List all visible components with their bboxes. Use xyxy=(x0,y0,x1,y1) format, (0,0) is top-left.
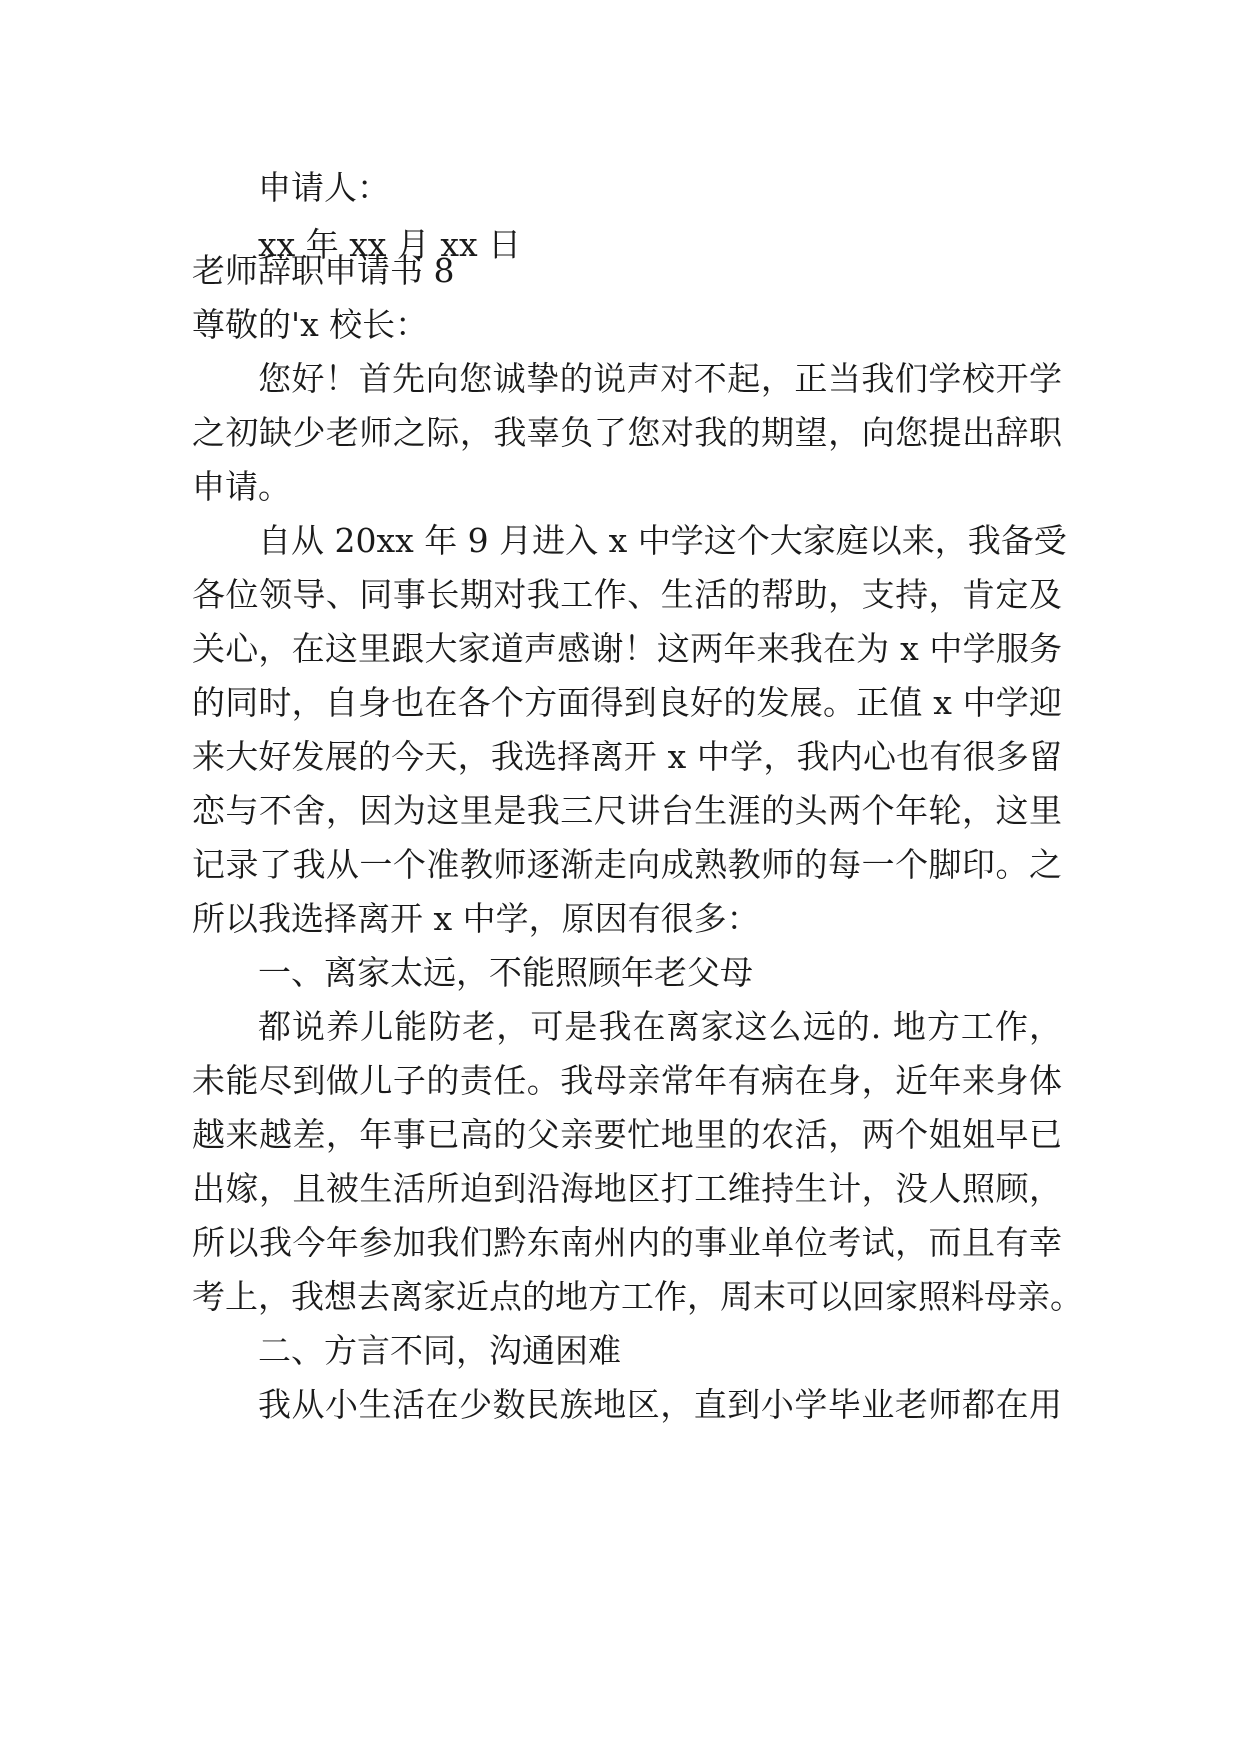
paragraph-line: 您好！首先向您诚挚的说声对不起，正当我们学校开学 xyxy=(258,359,1062,398)
applicant-label: 申请人： xyxy=(258,168,390,207)
paragraph-line: 所以我选择离开 x 中学，原因有很多： xyxy=(192,899,760,938)
paragraph-line: 所以我今年参加我们黔东南州内的事业单位考试，而且有幸 xyxy=(192,1223,1062,1262)
paragraph-line: 越来越差，年事已高的父亲要忙地里的农活，两个姐姐早已 xyxy=(192,1115,1062,1154)
paragraph-line: 恋与不舍，因为这里是我三尺讲台生涯的头两个年轮，这里 xyxy=(192,791,1062,830)
document-title: 老师辞职申请书 8 xyxy=(192,251,455,290)
paragraph-line: 自从 20xx 年 9 月进入 x 中学这个大家庭以来，我备受 xyxy=(258,521,1067,560)
paragraph-line: 记录了我从一个准教师逐渐走向成熟教师的每一个脚印。之 xyxy=(192,845,1062,884)
paragraph-line: 各位领导、同事长期对我工作、生活的帮助，支持，肯定及 xyxy=(192,575,1062,614)
paragraph-line: 来大好发展的今天，我选择离开 x 中学，我内心也有很多留 xyxy=(192,737,1062,776)
paragraph-line: 申请。 xyxy=(192,467,291,506)
paragraph-line: 关心，在这里跟大家道声感谢！这两年来我在为 x 中学服务 xyxy=(192,629,1062,668)
paragraph-line: 未能尽到做儿子的责任。我母亲常年有病在身，近年来身体 xyxy=(192,1061,1062,1100)
paragraph-line: 出嫁，且被生活所迫到沿海地区打工维持生计，没人照顾， xyxy=(192,1169,1062,1208)
date-line: xx 年 xx 月 xx 日 xyxy=(258,225,522,264)
salutation: 尊敬的'x 校长： xyxy=(192,305,429,344)
paragraph-line: 考上，我想去离家近点的地方工作，周末可以回家照料母亲。 xyxy=(192,1277,1083,1316)
paragraph-line: 之初缺少老师之际，我辜负了您对我的期望，向您提出辞职 xyxy=(192,413,1062,452)
paragraph-line: 都说养儿能防老，可是我在离家这么远的. 地方工作， xyxy=(258,1007,1062,1046)
paragraph-line: 的同时，自身也在各个方面得到良好的发展。正值 x 中学迎 xyxy=(192,683,1062,722)
section-heading: 一、离家太远，不能照顾年老父母 xyxy=(258,953,753,992)
section-heading: 二、方言不同，沟通困难 xyxy=(258,1331,621,1370)
paragraph-line: 我从小生活在少数民族地区，直到小学毕业老师都在用 xyxy=(258,1385,1062,1424)
